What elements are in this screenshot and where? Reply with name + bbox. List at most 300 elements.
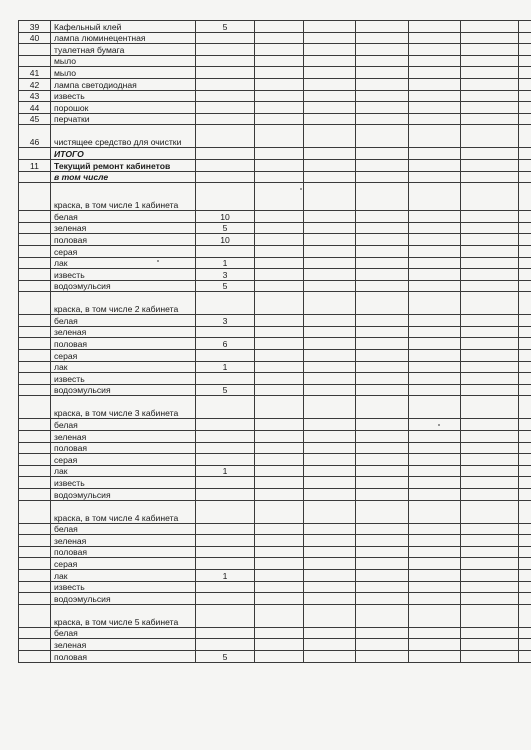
empty-cell (255, 569, 304, 581)
empty-cell (356, 338, 409, 350)
empty-cell (356, 535, 409, 547)
empty-cell (519, 171, 531, 183)
empty-cell (519, 442, 531, 454)
empty-cell (255, 113, 304, 125)
empty-cell (255, 419, 304, 431)
row-number (19, 234, 51, 246)
empty-cell (356, 21, 409, 33)
empty-cell (409, 148, 461, 160)
empty-cell (255, 326, 304, 338)
empty-cell (304, 32, 356, 44)
empty-cell (409, 183, 461, 211)
empty-cell (409, 280, 461, 292)
empty-cell (409, 55, 461, 67)
empty-cell (356, 148, 409, 160)
item-quantity: 10 (196, 234, 255, 246)
item-quantity (196, 55, 255, 67)
empty-cell (255, 338, 304, 350)
scan-speck (300, 188, 302, 190)
empty-cell (304, 326, 356, 338)
empty-cell (304, 627, 356, 639)
item-quantity: 6 (196, 338, 255, 350)
item-name: известь (51, 581, 196, 593)
empty-cell (304, 183, 356, 211)
empty-cell (409, 326, 461, 338)
item-name: туалетная бумага (51, 44, 196, 56)
empty-cell (255, 650, 304, 662)
table-body (19, 21, 531, 663)
table-row (19, 558, 531, 570)
table-row (19, 148, 531, 160)
empty-cell (461, 384, 519, 396)
empty-cell (304, 315, 356, 327)
empty-cell (461, 125, 519, 148)
empty-cell (519, 569, 531, 581)
table-row (19, 546, 531, 558)
empty-cell (461, 280, 519, 292)
row-number (19, 627, 51, 639)
item-name: лак (51, 569, 196, 581)
empty-cell (356, 650, 409, 662)
empty-cell (255, 477, 304, 489)
empty-cell (409, 125, 461, 148)
item-quantity: 5 (196, 650, 255, 662)
empty-cell (356, 292, 409, 315)
empty-cell (519, 257, 531, 269)
empty-cell (461, 102, 519, 114)
row-number (19, 650, 51, 662)
row-number (19, 338, 51, 350)
empty-cell (461, 523, 519, 535)
table-row (19, 442, 531, 454)
item-quantity (196, 326, 255, 338)
empty-cell (356, 489, 409, 501)
item-name: белая (51, 315, 196, 327)
item-quantity: 5 (196, 384, 255, 396)
empty-cell (409, 350, 461, 362)
item-name: мыло (51, 67, 196, 79)
scan-speck (438, 424, 440, 426)
empty-cell (461, 350, 519, 362)
empty-cell (356, 269, 409, 281)
empty-cell (356, 245, 409, 257)
item-name: известь (51, 269, 196, 281)
item-name: краска, в том числе 1 кабинета (51, 183, 196, 211)
empty-cell (356, 523, 409, 535)
empty-cell (255, 90, 304, 102)
item-name: в том числе (51, 171, 196, 183)
empty-cell (304, 581, 356, 593)
item-quantity (196, 171, 255, 183)
empty-cell (356, 350, 409, 362)
item-name: краска, в том числе 3 кабинета (51, 396, 196, 419)
empty-cell (409, 581, 461, 593)
empty-cell (409, 384, 461, 396)
row-number: 11 (19, 159, 51, 171)
empty-cell (461, 315, 519, 327)
empty-cell (409, 234, 461, 246)
empty-cell (409, 454, 461, 466)
empty-cell (304, 593, 356, 605)
empty-cell (255, 361, 304, 373)
item-name: порошок (51, 102, 196, 114)
empty-cell (304, 569, 356, 581)
table-row (19, 211, 531, 223)
item-quantity: 1 (196, 465, 255, 477)
empty-cell (409, 90, 461, 102)
empty-cell (255, 32, 304, 44)
item-quantity (196, 546, 255, 558)
empty-cell (409, 523, 461, 535)
empty-cell (356, 419, 409, 431)
empty-cell (409, 604, 461, 627)
item-name: половая (51, 442, 196, 454)
scan-speck (157, 260, 159, 262)
empty-cell (255, 523, 304, 535)
item-quantity (196, 477, 255, 489)
row-number: 42 (19, 78, 51, 90)
item-quantity (196, 535, 255, 547)
item-name: лампа люминецентная (51, 32, 196, 44)
empty-cell (409, 535, 461, 547)
row-number (19, 373, 51, 385)
table-row (19, 477, 531, 489)
empty-cell (519, 113, 531, 125)
table-row (19, 326, 531, 338)
empty-cell (304, 280, 356, 292)
item-quantity (196, 32, 255, 44)
item-quantity: 10 (196, 211, 255, 223)
table-row (19, 361, 531, 373)
empty-cell (461, 148, 519, 160)
empty-cell (519, 431, 531, 443)
item-quantity (196, 44, 255, 56)
row-number (19, 171, 51, 183)
empty-cell (356, 280, 409, 292)
empty-cell (409, 102, 461, 114)
empty-cell (304, 269, 356, 281)
item-quantity (196, 627, 255, 639)
item-quantity (196, 431, 255, 443)
item-quantity (196, 183, 255, 211)
row-number (19, 419, 51, 431)
item-quantity (196, 523, 255, 535)
empty-cell (356, 477, 409, 489)
empty-cell (409, 222, 461, 234)
empty-cell (304, 361, 356, 373)
empty-cell (519, 384, 531, 396)
table-row (19, 234, 531, 246)
item-quantity (196, 419, 255, 431)
empty-cell (519, 523, 531, 535)
empty-cell (255, 159, 304, 171)
row-number (19, 500, 51, 523)
row-number (19, 604, 51, 627)
item-name: водоэмульсия (51, 593, 196, 605)
item-name: Кафельный клей (51, 21, 196, 33)
item-quantity (196, 159, 255, 171)
row-number: 41 (19, 67, 51, 79)
row-number (19, 489, 51, 501)
row-number (19, 442, 51, 454)
row-number (19, 558, 51, 570)
table-row (19, 419, 531, 431)
empty-cell (255, 269, 304, 281)
empty-cell (461, 489, 519, 501)
empty-cell (409, 593, 461, 605)
table-row (19, 125, 531, 148)
row-number (19, 245, 51, 257)
empty-cell (409, 269, 461, 281)
table-row (19, 78, 531, 90)
empty-cell (409, 159, 461, 171)
empty-cell (304, 546, 356, 558)
empty-cell (356, 315, 409, 327)
item-name: зеленая (51, 431, 196, 443)
empty-cell (304, 171, 356, 183)
empty-cell (409, 500, 461, 523)
row-number (19, 396, 51, 419)
empty-cell (356, 159, 409, 171)
empty-cell (356, 396, 409, 419)
empty-cell (461, 604, 519, 627)
empty-cell (356, 90, 409, 102)
empty-cell (356, 361, 409, 373)
empty-cell (356, 500, 409, 523)
empty-cell (304, 211, 356, 223)
empty-cell (255, 67, 304, 79)
empty-cell (356, 593, 409, 605)
empty-cell (255, 222, 304, 234)
table-row (19, 44, 531, 56)
empty-cell (255, 384, 304, 396)
empty-cell (519, 125, 531, 148)
item-quantity (196, 113, 255, 125)
empty-cell (409, 292, 461, 315)
empty-cell (409, 257, 461, 269)
empty-cell (255, 593, 304, 605)
empty-cell (461, 500, 519, 523)
empty-cell (255, 535, 304, 547)
item-name: половая (51, 650, 196, 662)
empty-cell (461, 326, 519, 338)
table-row (19, 222, 531, 234)
empty-cell (356, 639, 409, 651)
empty-cell (461, 639, 519, 651)
item-quantity (196, 581, 255, 593)
empty-cell (356, 454, 409, 466)
row-number (19, 581, 51, 593)
item-name: Текущий ремонт кабинетов (51, 159, 196, 171)
empty-cell (255, 21, 304, 33)
empty-cell (461, 581, 519, 593)
empty-cell (519, 234, 531, 246)
empty-cell (519, 604, 531, 627)
row-number (19, 523, 51, 535)
item-quantity: 1 (196, 569, 255, 581)
item-quantity (196, 442, 255, 454)
table-row (19, 102, 531, 114)
empty-cell (461, 546, 519, 558)
row-number (19, 222, 51, 234)
empty-cell (304, 245, 356, 257)
table-row (19, 593, 531, 605)
item-quantity (196, 489, 255, 501)
item-name: краска, в том числе 5 кабинета (51, 604, 196, 627)
empty-cell (519, 454, 531, 466)
row-number (19, 465, 51, 477)
empty-cell (461, 477, 519, 489)
empty-cell (255, 183, 304, 211)
empty-cell (255, 500, 304, 523)
empty-cell (461, 465, 519, 477)
empty-cell (409, 32, 461, 44)
empty-cell (461, 650, 519, 662)
empty-cell (304, 257, 356, 269)
empty-cell (304, 431, 356, 443)
empty-cell (255, 373, 304, 385)
item-name: зеленая (51, 639, 196, 651)
empty-cell (461, 21, 519, 33)
empty-cell (304, 350, 356, 362)
empty-cell (519, 650, 531, 662)
empty-cell (461, 454, 519, 466)
table-row (19, 581, 531, 593)
empty-cell (304, 489, 356, 501)
item-name: краска, в том числе 4 кабинета (51, 500, 196, 523)
empty-cell (304, 55, 356, 67)
item-quantity (196, 350, 255, 362)
row-number (19, 593, 51, 605)
item-name: белая (51, 523, 196, 535)
row-number (19, 292, 51, 315)
row-number (19, 55, 51, 67)
empty-cell (519, 546, 531, 558)
table-row (19, 292, 531, 315)
empty-cell (519, 245, 531, 257)
empty-cell (255, 245, 304, 257)
empty-cell (519, 183, 531, 211)
empty-cell (519, 222, 531, 234)
empty-cell (255, 78, 304, 90)
item-name: лак (51, 257, 196, 269)
empty-cell (304, 67, 356, 79)
item-name: лампа светодиодная (51, 78, 196, 90)
empty-cell (255, 44, 304, 56)
item-quantity (196, 396, 255, 419)
empty-cell (461, 257, 519, 269)
empty-cell (409, 245, 461, 257)
empty-cell (304, 78, 356, 90)
empty-cell (519, 159, 531, 171)
empty-cell (255, 431, 304, 443)
item-quantity (196, 593, 255, 605)
item-name: половая (51, 546, 196, 558)
empty-cell (409, 21, 461, 33)
empty-cell (304, 90, 356, 102)
item-quantity (196, 125, 255, 148)
empty-cell (461, 234, 519, 246)
empty-cell (461, 419, 519, 431)
empty-cell (409, 67, 461, 79)
empty-cell (461, 55, 519, 67)
empty-cell (304, 442, 356, 454)
item-quantity: 1 (196, 361, 255, 373)
empty-cell (356, 384, 409, 396)
item-name: краска, в том числе 2 кабинета (51, 292, 196, 315)
item-quantity (196, 90, 255, 102)
empty-cell (519, 67, 531, 79)
empty-cell (304, 125, 356, 148)
empty-cell (519, 280, 531, 292)
row-number: 40 (19, 32, 51, 44)
empty-cell (356, 222, 409, 234)
item-name: водоэмульсия (51, 489, 196, 501)
empty-cell (356, 211, 409, 223)
empty-cell (519, 419, 531, 431)
empty-cell (461, 442, 519, 454)
table-row (19, 55, 531, 67)
empty-cell (304, 159, 356, 171)
empty-cell (255, 627, 304, 639)
empty-cell (409, 361, 461, 373)
row-number (19, 148, 51, 160)
empty-cell (255, 396, 304, 419)
item-name: зеленая (51, 222, 196, 234)
item-quantity (196, 604, 255, 627)
empty-cell (304, 44, 356, 56)
item-quantity (196, 558, 255, 570)
empty-cell (519, 21, 531, 33)
empty-cell (461, 373, 519, 385)
empty-cell (519, 338, 531, 350)
empty-cell (255, 125, 304, 148)
row-number: 44 (19, 102, 51, 114)
empty-cell (409, 315, 461, 327)
empty-cell (255, 454, 304, 466)
table-row (19, 373, 531, 385)
empty-cell (519, 535, 531, 547)
empty-cell (255, 148, 304, 160)
item-quantity (196, 292, 255, 315)
empty-cell (461, 431, 519, 443)
row-number (19, 315, 51, 327)
empty-cell (461, 113, 519, 125)
empty-cell (356, 102, 409, 114)
empty-cell (356, 171, 409, 183)
table-row (19, 384, 531, 396)
empty-cell (255, 581, 304, 593)
empty-cell (519, 593, 531, 605)
empty-cell (255, 350, 304, 362)
empty-cell (304, 650, 356, 662)
empty-cell (409, 113, 461, 125)
item-name: ИТОГО (51, 148, 196, 160)
row-number: 46 (19, 125, 51, 148)
row-number: 43 (19, 90, 51, 102)
empty-cell (356, 546, 409, 558)
empty-cell (255, 315, 304, 327)
row-number (19, 183, 51, 211)
empty-cell (519, 627, 531, 639)
item-name: известь (51, 90, 196, 102)
empty-cell (461, 558, 519, 570)
empty-cell (255, 102, 304, 114)
table-row (19, 171, 531, 183)
table-row (19, 280, 531, 292)
empty-cell (519, 315, 531, 327)
row-number (19, 477, 51, 489)
